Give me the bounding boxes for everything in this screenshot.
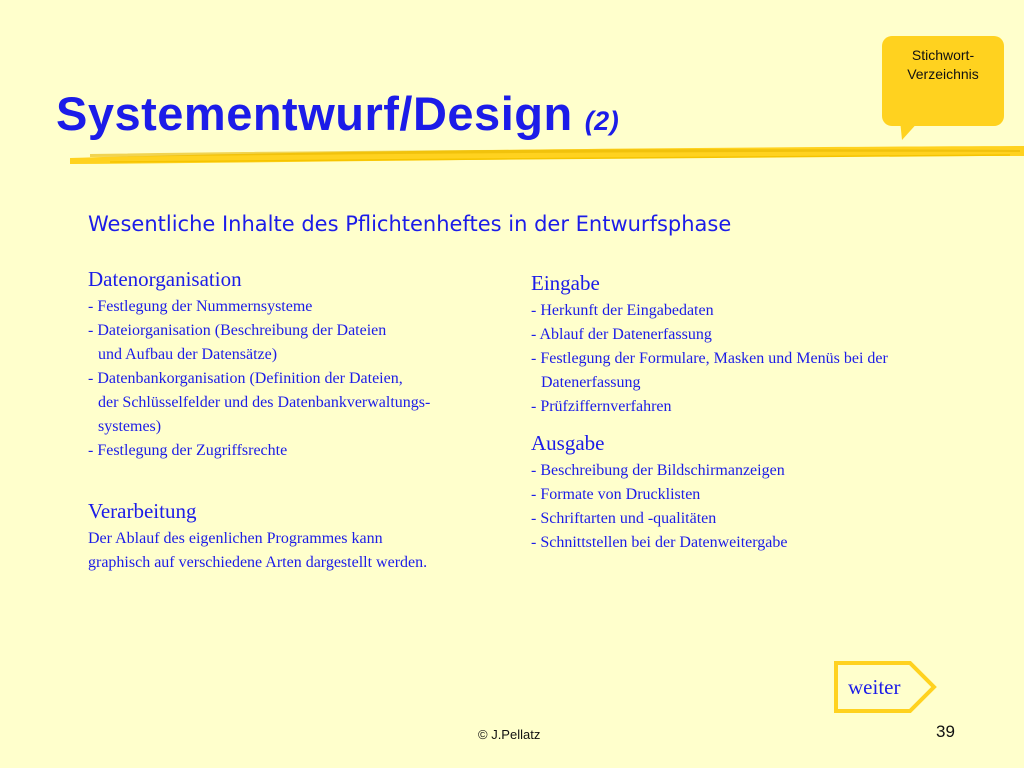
list-item: Der Ablauf des eigenlichen Programmes kann (88, 530, 383, 547)
list-item: - Festlegung der Nummernsysteme (88, 298, 313, 315)
title-underline-brush (70, 142, 1024, 170)
stichwort-verzeichnis-button[interactable] (882, 36, 1004, 126)
weiter-label[interactable]: weiter (848, 675, 901, 699)
list-item: der Schlüsselfelder und des Datenbankverwaltungs- (98, 394, 431, 411)
slide-title-suffix: (2) (584, 106, 620, 136)
section-heading: Verarbeitung (88, 499, 197, 523)
list-item: - Festlegung der Zugriffsrechte (88, 442, 288, 459)
footer-copyright: © J.Pellatz (478, 727, 541, 742)
bubble-line-2: Verzeichnis (907, 66, 979, 82)
list-item: - Prüfziffernverfahren (531, 398, 672, 415)
list-item: Datenerfassung (541, 374, 641, 391)
subtitle: Wesentliche Inhalte des Pflichtenheftes in der Entwurfsphase (88, 212, 732, 236)
list-item: graphisch auf verschiedene Arten dargestellt werden. (88, 554, 428, 571)
list-item: - Schriftarten und -qualitäten (531, 510, 717, 527)
slide-title-main: Systementwurf/Design (56, 87, 573, 140)
list-item: und Aufbau der Datensätze) (98, 346, 278, 363)
section-ausgabe (531, 430, 788, 555)
slide-title (56, 86, 619, 141)
list-item: - Formate von Drucklisten (531, 486, 701, 503)
list-item: - Beschreibung der Bildschirmanzeigen (531, 462, 785, 479)
list-item: - Ablauf der Datenerfassung (531, 326, 712, 343)
section-heading: Datenorganisation (88, 267, 242, 291)
section-heading: Ausgabe (531, 431, 605, 455)
page-number: 39 (936, 722, 955, 741)
bubble-line-1: Stichwort- (911, 47, 975, 63)
speech-bubble-tail-icon (898, 120, 920, 140)
section-eingabe (531, 270, 888, 419)
list-item: - Datenbankorganisation (Definition der Dateien, (88, 370, 403, 387)
section-verarbeitung (88, 498, 427, 575)
list-item: - Dateiorganisation (Beschreibung der Dateien (88, 322, 387, 339)
section-heading: Eingabe (531, 271, 600, 295)
list-item: - Festlegung der Formulare, Masken und Menüs bei der (531, 350, 888, 367)
list-item: systemes) (98, 418, 162, 435)
section-datenorganisation (88, 266, 430, 463)
list-item: - Herkunft der Eingabedaten (531, 302, 714, 319)
list-item: - Schnittstellen bei der Datenweitergabe (531, 534, 788, 551)
